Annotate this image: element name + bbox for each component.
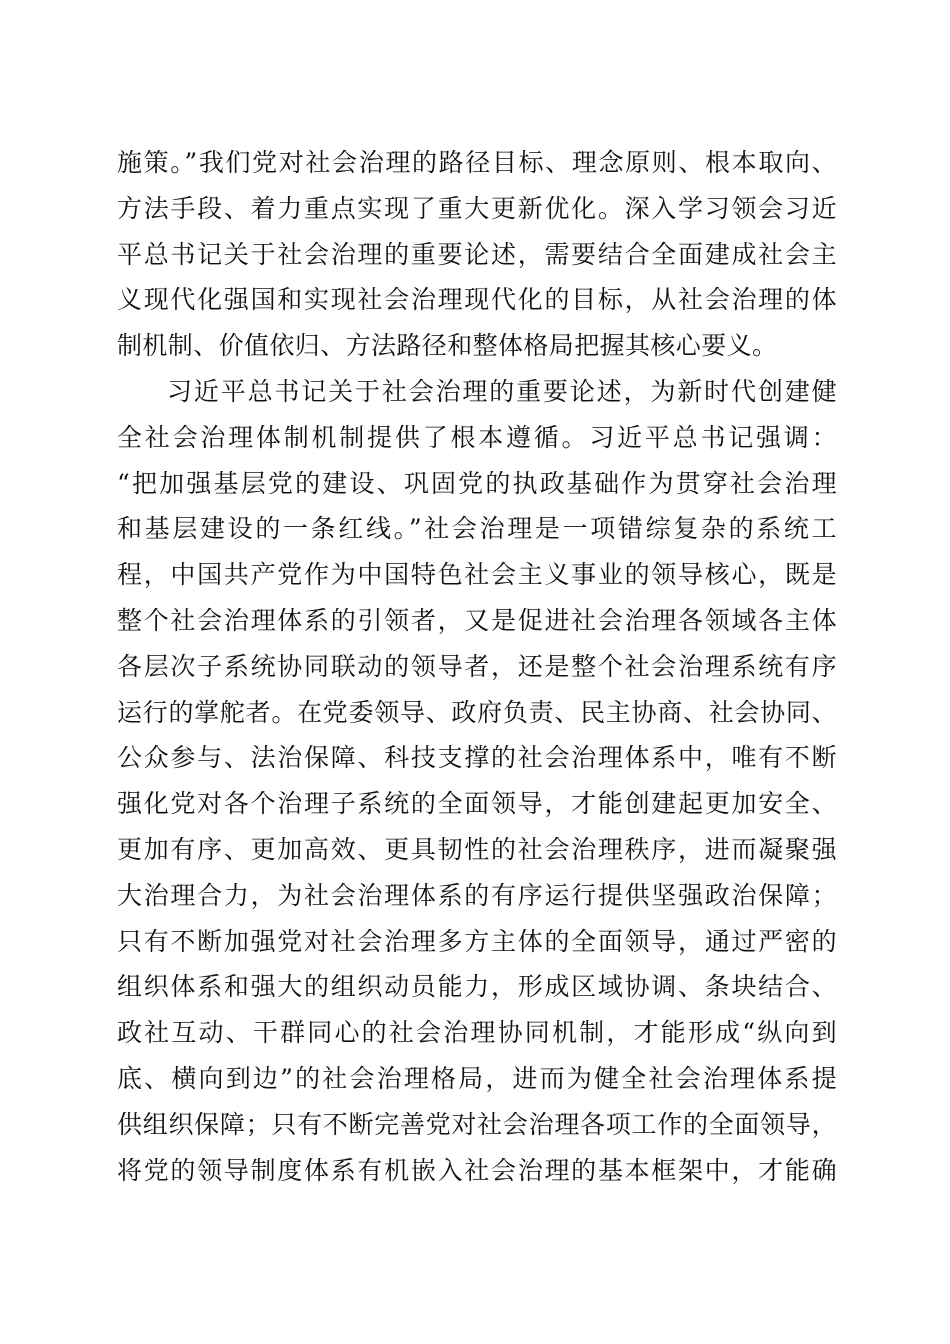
text-line: 公众参与、法治保障、科技支撑的社会治理体系中，唯有不断: [117, 743, 837, 773]
text-line: 方法手段、着力重点实现了重大更新优化。深入学习领会习近: [117, 193, 837, 223]
text-line: 将党的领导制度体系有机嵌入社会治理的基本框架中，才能确: [117, 1155, 837, 1185]
text-line: 只有不断加强党对社会治理多方主体的全面领导，通过严密的: [117, 926, 837, 956]
text-line: 供组织保障；只有不断完善党对社会治理各项工作的全面领导，: [117, 1109, 837, 1139]
text-line: 程，中国共产党作为中国特色社会主义事业的领导核心，既是: [117, 560, 837, 590]
text-line: 强化党对各个治理子系统的全面领导，才能创建起更加安全、: [117, 789, 837, 819]
text-line: 整个社会治理体系的引领者，又是促进社会治理各领域各主体: [117, 605, 837, 635]
text-line: [117, 1193, 837, 1239]
text-line: 运行的掌舵者。在党委领导、政府负责、民主协商、社会协同、: [117, 697, 837, 727]
text-line: 和基层建设的一条红线。”社会治理是一项错综复杂的系统工: [117, 514, 837, 544]
text-line: 义现代化强国和实现社会治理现代化的目标，从社会治理的体: [117, 285, 837, 315]
text-line: 平总书记关于社会治理的重要论述，需要结合全面建成社会主: [117, 239, 837, 269]
text-line: 全社会治理体制机制提供了根本遵循。习近平总书记强调：: [117, 422, 837, 452]
text-line: 底、横向到边”的社会治理格局，进而为健全社会治理体系提: [117, 1063, 837, 1093]
paragraph-2: [117, 369, 837, 1239]
text-line: 制机制、价值依归、方法路径和整体格局把握其核心要义。: [117, 331, 778, 361]
text-line: 大治理合力，为社会治理体系的有序运行提供坚强政治保障；: [117, 880, 837, 910]
text-line: 施策。”我们党对社会治理的路径目标、理念原则、根本取向、: [117, 148, 837, 177]
text-line: 各层次子系统协同联动的领导者，还是整个社会治理系统有序: [117, 651, 837, 681]
text-line: 更加有序、更加高效、更具韧性的社会治理秩序，进而凝聚强: [117, 834, 837, 864]
text-line: 组织体系和强大的组织动员能力，形成区域协调、条块结合、: [117, 972, 837, 1002]
text-line: “把加强基层党的建设、巩固党的执政基础作为贯穿社会治理: [117, 468, 837, 498]
text-line: 习近平总书记关于社会治理的重要论述，为新时代创建健: [167, 376, 837, 406]
paragraph-1: [117, 140, 837, 369]
body-text: [117, 140, 837, 1239]
text-line: 政社互动、干群同心的社会治理协同机制，才能形成“纵向到: [117, 1018, 837, 1048]
